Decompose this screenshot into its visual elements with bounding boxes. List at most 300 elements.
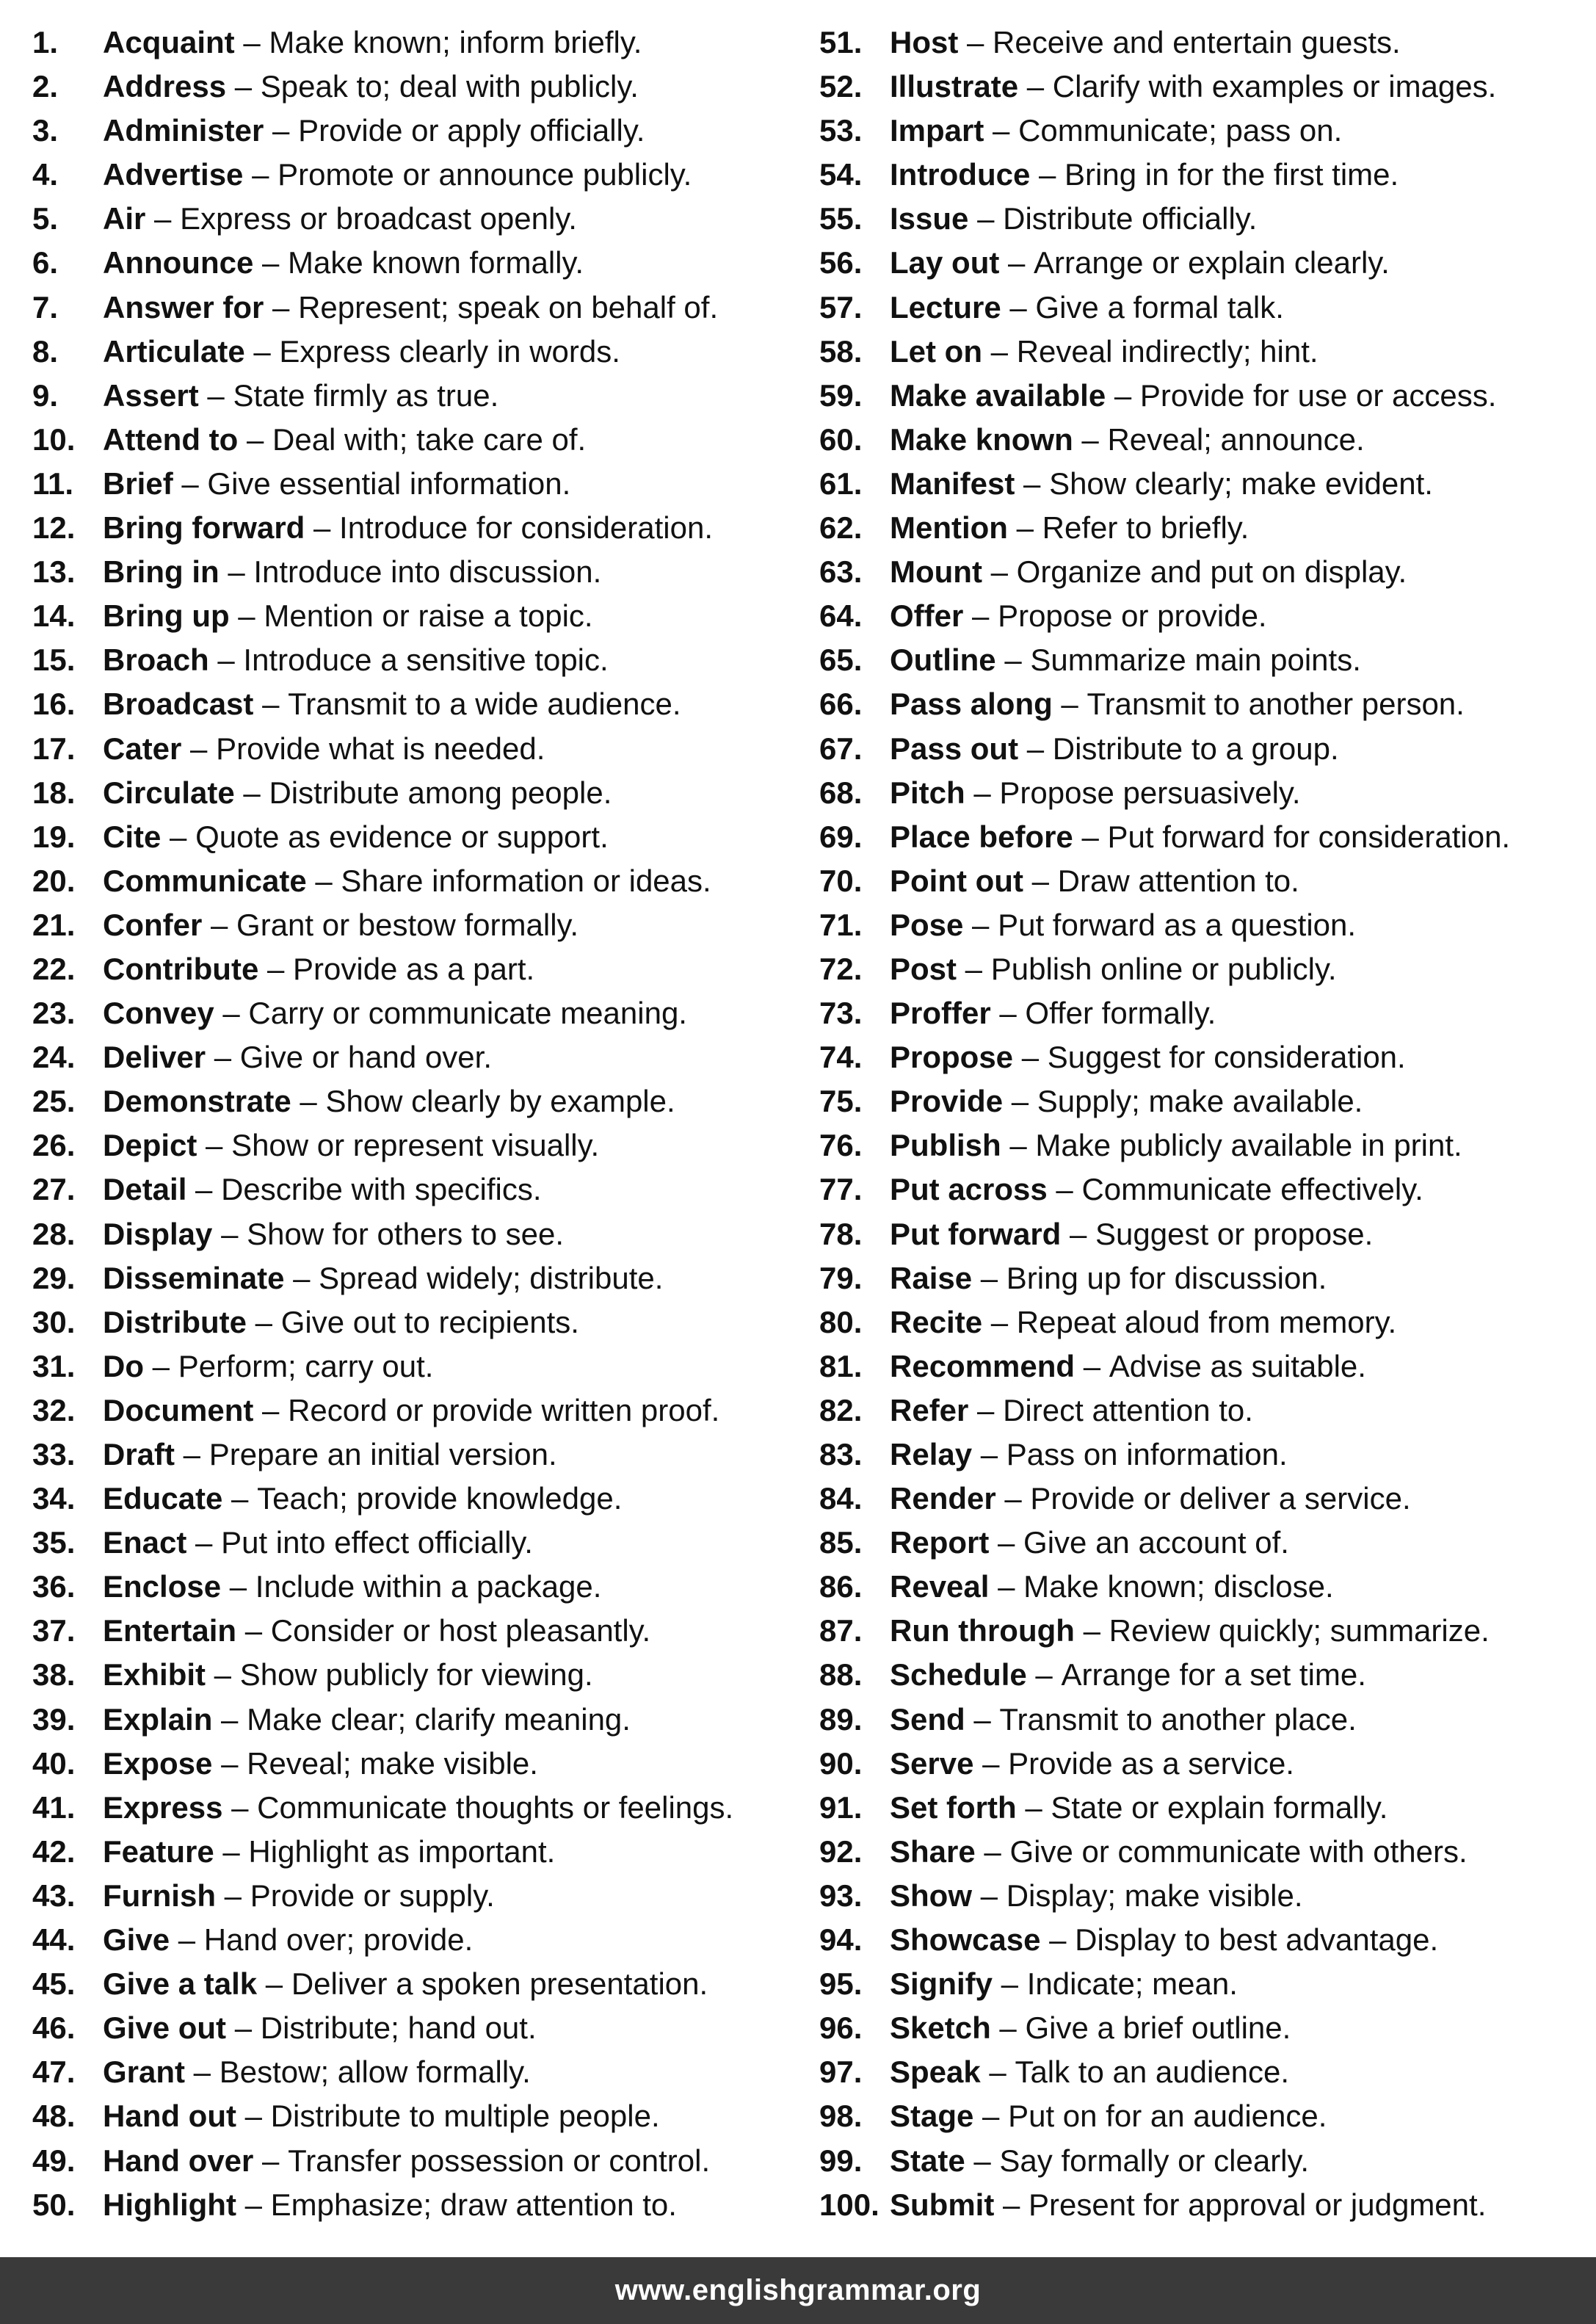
item-number: 55. [819, 201, 863, 236]
item-word: Outline [890, 642, 996, 678]
list-item [819, 286, 1596, 330]
item-definition: Suggest or propose. [1095, 1216, 1374, 1251]
item-number: 29. [32, 1260, 76, 1295]
item-word: Render [890, 1481, 996, 1516]
item-word: Lay out [890, 245, 1000, 280]
item-word: Advertise [103, 157, 244, 192]
list-item [819, 1565, 1596, 1609]
list-item [32, 815, 825, 859]
item-separator: – [989, 1569, 1024, 1604]
item-number: 92. [819, 1834, 863, 1869]
item-separator: – [1026, 1657, 1062, 1693]
list-item [819, 638, 1596, 682]
item-definition: Provide as a part. [293, 951, 535, 986]
list-item [32, 947, 825, 991]
list-item [32, 286, 825, 330]
item-word: Propose [890, 1040, 1014, 1075]
item-word: Answer for [103, 289, 264, 325]
item-separator: – [1001, 289, 1036, 325]
item-definition: Summarize main points. [1030, 642, 1361, 678]
item-definition: Put into effect officially. [221, 1525, 533, 1560]
list-item [819, 1079, 1596, 1123]
list-item [819, 727, 1596, 771]
item-number: 94. [819, 1922, 863, 1958]
item-definition: Organize and put on display. [1016, 554, 1407, 590]
item-number: 56. [819, 245, 863, 280]
item-definition: Emphasize; draw attention to. [270, 2187, 677, 2222]
item-separator: – [291, 1084, 326, 1119]
item-number: 17. [32, 731, 76, 766]
item-word: Air [103, 201, 146, 236]
item-definition: Show clearly; make evident. [1049, 466, 1433, 501]
item-separator: – [973, 2099, 1009, 2134]
item-number: 38. [32, 1657, 76, 1693]
item-definition: Arrange for a set time. [1061, 1657, 1366, 1693]
item-number: 60. [819, 421, 863, 457]
list-item [32, 903, 825, 947]
list-item [32, 1830, 825, 1874]
item-separator: – [214, 1834, 249, 1869]
item-definition: Clarify with examples or images. [1052, 69, 1497, 104]
item-separator: – [1016, 1789, 1051, 1825]
list-item [819, 1521, 1596, 1565]
list-item [32, 21, 825, 65]
list-item [819, 1742, 1596, 1786]
item-definition: Refer to briefly. [1042, 510, 1249, 546]
item-number: 78. [819, 1216, 863, 1251]
item-separator: – [212, 1745, 247, 1781]
item-separator: – [198, 377, 233, 413]
item-number: 8. [32, 333, 59, 369]
item-number: 93. [819, 1878, 863, 1913]
item-number: 24. [32, 1040, 76, 1075]
item-definition: Direct attention to. [1003, 1392, 1253, 1427]
item-definition: Describe with specifics. [221, 1172, 542, 1207]
item-definition: Perform; carry out. [178, 1348, 434, 1383]
item-word: Reveal [890, 1569, 990, 1604]
list-item [32, 1212, 825, 1256]
item-word: Share [890, 1834, 976, 1869]
item-definition: Make known formally. [288, 245, 584, 280]
list-item [819, 2094, 1596, 2138]
item-word: Cater [103, 731, 182, 766]
list-item [32, 2094, 825, 2138]
item-number: 9. [32, 377, 59, 413]
list-item [32, 771, 825, 815]
item-definition: Share information or ideas. [341, 863, 711, 898]
item-word: Explain [103, 1701, 213, 1737]
list-item [819, 1212, 1596, 1256]
item-word: Contribute [103, 951, 259, 986]
item-number: 44. [32, 1922, 76, 1958]
item-word: Articulate [103, 333, 245, 369]
item-word: Give out [103, 2010, 227, 2046]
item-number: 13. [32, 554, 76, 590]
item-number: 5. [32, 201, 59, 236]
item-word: Host [890, 25, 959, 59]
item-number: 91. [819, 1789, 863, 1825]
item-number: 100. [819, 2187, 879, 2222]
footer-url[interactable]: www.englishgrammar.org [614, 2274, 982, 2306]
item-number: 14. [32, 598, 76, 634]
item-separator: – [1073, 421, 1108, 457]
item-separator: – [181, 731, 217, 766]
item-definition: Deal with; take care of. [272, 421, 587, 457]
item-word: Announce [103, 245, 254, 280]
item-definition: Give an account of. [1023, 1525, 1289, 1560]
item-separator: – [982, 554, 1017, 590]
item-separator: – [216, 1878, 250, 1913]
item-word: Mention [890, 510, 1008, 546]
item-number: 48. [32, 2099, 76, 2134]
item-separator: – [244, 333, 280, 369]
item-definition: Put on for an audience. [1008, 2099, 1327, 2134]
item-definition: Distribute among people. [269, 775, 612, 810]
item-definition: Communicate thoughts or feelings. [257, 1789, 734, 1825]
list-item [32, 550, 825, 594]
list-item [819, 991, 1596, 1035]
item-definition: Make known; inform briefly. [269, 25, 642, 59]
item-definition: Offer formally. [1025, 996, 1216, 1031]
item-separator: – [222, 1481, 258, 1516]
item-number: 65. [819, 642, 863, 678]
list-item [819, 1123, 1596, 1168]
item-separator: – [1074, 1613, 1109, 1648]
item-word: Document [103, 1392, 254, 1427]
item-number: 80. [819, 1304, 863, 1339]
item-number: 69. [819, 819, 863, 854]
item-separator: – [306, 863, 341, 898]
item-number: 15. [32, 642, 76, 678]
item-word: Publish [890, 1128, 1001, 1163]
item-separator: – [989, 1525, 1024, 1560]
item-number: 46. [32, 2010, 76, 2046]
list-item [32, 1742, 825, 1786]
item-number: 58. [819, 333, 863, 369]
item-separator: – [1052, 687, 1087, 722]
item-separator: – [1023, 863, 1058, 898]
item-number: 62. [819, 510, 863, 546]
item-word: Put forward [890, 1216, 1062, 1251]
item-definition: Arrange or explain clearly. [1034, 245, 1390, 280]
item-definition: Give or communicate with others. [1009, 1834, 1468, 1869]
item-definition: Make clear; clarify meaning. [247, 1701, 631, 1737]
list-item [32, 241, 825, 285]
item-word: Circulate [103, 775, 235, 810]
item-separator: – [236, 2187, 271, 2222]
item-number: 85. [819, 1525, 863, 1560]
item-word: Deliver [103, 1040, 206, 1075]
list-item [32, 153, 825, 197]
list-item [819, 506, 1596, 550]
item-number: 43. [32, 1878, 76, 1913]
item-separator: – [993, 1966, 1027, 2002]
item-number: 74. [819, 1040, 863, 1075]
list-item [32, 1698, 825, 1742]
list-item [32, 1565, 825, 1609]
item-number: 83. [819, 1437, 863, 1471]
item-definition: Communicate effectively. [1081, 1172, 1423, 1207]
item-word: Report [890, 1525, 990, 1560]
item-word: Give [103, 1922, 170, 1958]
list-item [819, 197, 1596, 241]
item-number: 23. [32, 996, 76, 1031]
list-item [819, 241, 1596, 285]
item-number: 57. [819, 289, 863, 325]
list-item [32, 2050, 825, 2094]
item-number: 16. [32, 687, 76, 722]
item-word: Enclose [103, 1569, 222, 1604]
item-word: Broach [103, 642, 209, 678]
list-item [32, 65, 825, 109]
item-definition: Express clearly in words. [279, 333, 620, 369]
item-definition: Transmit to a wide audience. [288, 687, 681, 722]
list-item [32, 859, 825, 903]
item-separator: – [243, 157, 278, 192]
item-definition: Publish online or publicly. [990, 951, 1337, 986]
item-word: Communicate [103, 863, 307, 898]
item-definition: Deliver a spoken presentation. [291, 1966, 708, 2002]
item-word: Impart [890, 113, 984, 148]
item-number: 37. [32, 1613, 76, 1648]
list-item [32, 1123, 825, 1168]
item-word: Entertain [103, 1613, 237, 1648]
list-item [32, 1389, 825, 1433]
item-word: Assert [103, 377, 199, 413]
item-separator: – [170, 1922, 204, 1958]
item-separator: – [982, 1304, 1017, 1339]
item-word: Address [103, 69, 227, 104]
list-item [32, 1918, 825, 1962]
list-item [819, 1344, 1596, 1389]
list-item [819, 1918, 1596, 1962]
list-item [32, 1521, 825, 1565]
item-definition: State or explain formally. [1051, 1789, 1388, 1825]
right-column [819, 21, 1596, 2227]
item-definition: Review quickly; summarize. [1109, 1613, 1490, 1648]
item-separator: – [975, 1834, 1010, 1869]
list-item [819, 1256, 1596, 1300]
item-word: Attend to [103, 421, 239, 457]
list-item [32, 1433, 825, 1477]
item-separator: – [221, 1569, 255, 1604]
item-number: 53. [819, 113, 863, 148]
item-number: 12. [32, 510, 76, 546]
item-definition: State firmly as true. [233, 377, 499, 413]
item-word: Distribute [103, 1304, 247, 1339]
list-item [819, 330, 1596, 374]
item-separator: – [305, 510, 340, 546]
item-separator: – [264, 113, 299, 148]
left-column [32, 21, 825, 2227]
list-item [32, 2139, 825, 2183]
item-number: 27. [32, 1172, 76, 1207]
list-item [32, 1300, 825, 1344]
item-separator: – [1018, 69, 1053, 104]
list-item [32, 594, 825, 638]
item-number: 89. [819, 1701, 863, 1737]
item-number: 88. [819, 1657, 863, 1693]
item-definition: Mention or raise a topic. [264, 598, 593, 634]
item-separator: – [965, 775, 1000, 810]
item-definition: Represent; speak on behalf of. [298, 289, 719, 325]
item-number: 96. [819, 2010, 863, 2046]
item-separator: – [995, 1481, 1031, 1516]
list-item [819, 21, 1596, 65]
item-definition: Prepare an initial version. [208, 1437, 557, 1471]
item-separator: – [957, 951, 991, 986]
item-separator: – [202, 907, 237, 942]
item-number: 51. [819, 25, 863, 59]
item-word: Send [890, 1701, 965, 1737]
list-item [32, 374, 825, 418]
item-definition: Transfer possession or control. [288, 2143, 711, 2178]
item-separator: – [1003, 1084, 1037, 1119]
item-definition: Put forward as a question. [998, 907, 1357, 942]
item-separator: – [973, 1745, 1009, 1781]
item-definition: Give a formal talk. [1035, 289, 1284, 325]
item-definition: Bring in for the first time. [1064, 157, 1399, 192]
item-separator: – [982, 333, 1017, 369]
item-separator: – [212, 1216, 247, 1251]
item-number: 21. [32, 907, 76, 942]
item-separator: – [185, 2055, 220, 2090]
list-item [819, 815, 1596, 859]
item-separator: – [144, 1348, 178, 1383]
list-item [819, 2139, 1596, 2183]
list-item [819, 1609, 1596, 1653]
item-separator: – [1047, 1172, 1082, 1207]
item-number: 11. [32, 466, 74, 501]
item-separator: – [197, 1128, 232, 1163]
item-word: Hand out [103, 2099, 236, 2134]
item-separator: – [999, 245, 1034, 280]
item-definition: Give essential information. [207, 466, 571, 501]
list-item [819, 2183, 1596, 2227]
item-number: 40. [32, 1745, 76, 1781]
item-number: 33. [32, 1437, 76, 1471]
item-separator: – [238, 421, 272, 457]
list-item [819, 903, 1596, 947]
item-definition: Transmit to another place. [999, 1701, 1357, 1737]
item-word: Administer [103, 113, 264, 148]
item-number: 70. [819, 863, 863, 898]
item-definition: Pass on information. [1006, 1437, 1288, 1471]
item-separator: – [253, 245, 289, 280]
list-item [819, 859, 1596, 903]
item-separator: – [229, 598, 264, 634]
item-word: Enact [103, 1525, 187, 1560]
item-definition: Include within a package. [255, 1569, 602, 1604]
item-word: Display [103, 1216, 213, 1251]
item-separator: – [253, 2143, 289, 2178]
item-number: 64. [819, 598, 863, 634]
item-number: 67. [819, 731, 863, 766]
list-item [32, 991, 825, 1035]
item-word: Exhibit [103, 1657, 206, 1693]
item-definition: Talk to an audience. [1015, 2055, 1290, 2090]
item-definition: Distribute to multiple people. [270, 2099, 660, 2134]
item-definition: Show publicly for viewing. [239, 1657, 593, 1693]
item-definition: Make known; disclose. [1023, 1569, 1334, 1604]
item-separator: – [1001, 1128, 1036, 1163]
item-definition: Provide or deliver a service. [1030, 1481, 1411, 1516]
item-word: Broadcast [103, 687, 254, 722]
item-separator: – [1075, 1348, 1109, 1383]
item-word: Schedule [890, 1657, 1027, 1693]
item-definition: Bring up for discussion. [1006, 1260, 1327, 1295]
item-definition: Give or hand over. [239, 1040, 492, 1075]
item-word: Speak [890, 2055, 981, 2090]
item-separator: – [972, 1260, 1006, 1295]
item-number: 34. [32, 1481, 76, 1516]
item-separator: – [990, 2010, 1026, 2046]
item-separator: – [226, 69, 261, 104]
item-separator: – [212, 1701, 247, 1737]
item-definition: Show or represent visually. [231, 1128, 600, 1163]
item-word: Post [890, 951, 957, 986]
list-item [819, 153, 1596, 197]
item-separator: – [1061, 1216, 1096, 1251]
list-item [819, 1874, 1596, 1918]
list-item [32, 462, 825, 506]
item-definition: Display; make visible. [1006, 1878, 1303, 1913]
item-word: Submit [890, 2187, 995, 2222]
item-definition: Say formally or clearly. [999, 2143, 1310, 2178]
item-definition: Advise as suitable. [1109, 1348, 1366, 1383]
item-number: 42. [32, 1834, 76, 1869]
item-number: 6. [32, 245, 59, 280]
item-word: Refer [890, 1392, 969, 1427]
item-word: Expose [103, 1745, 213, 1781]
item-definition: Display to best advantage. [1075, 1922, 1439, 1958]
item-definition: Supply; make available. [1037, 1084, 1363, 1119]
item-definition: Record or provide written proof. [288, 1392, 720, 1427]
item-word: Bring up [103, 598, 230, 634]
list-item [819, 1698, 1596, 1742]
item-definition: Introduce into discussion. [253, 554, 602, 590]
list-item [819, 374, 1596, 418]
item-number: 25. [32, 1084, 76, 1119]
item-number: 98. [819, 2099, 863, 2134]
list-item [32, 1168, 825, 1212]
item-number: 35. [32, 1525, 76, 1560]
item-number: 86. [819, 1569, 863, 1604]
item-number: 84. [819, 1481, 863, 1516]
item-number: 73. [819, 996, 863, 1031]
item-word: Sketch [890, 2010, 991, 2046]
item-number: 41. [32, 1789, 76, 1825]
item-word: Demonstrate [103, 1084, 291, 1119]
item-separator: – [206, 1040, 240, 1075]
item-definition: Grant or bestow formally. [236, 907, 579, 942]
item-separator: – [1106, 377, 1140, 413]
item-definition: Distribute to a group. [1052, 731, 1339, 766]
list-item [819, 1830, 1596, 1874]
item-definition: Show clearly by example. [325, 1084, 675, 1119]
item-definition: Make publicly available in print. [1035, 1128, 1462, 1163]
item-word: Issue [890, 201, 969, 236]
item-separator: – [995, 642, 1031, 678]
item-word: Point out [890, 863, 1023, 898]
item-definition: Distribute; hand out. [260, 2010, 537, 2046]
item-separator: – [247, 1304, 281, 1339]
list-item [819, 1477, 1596, 1521]
item-word: Do [103, 1348, 144, 1383]
item-definition: Give a brief outline. [1025, 2010, 1291, 2046]
item-word: Provide [890, 1084, 1004, 1119]
item-definition: Communicate; pass on. [1018, 113, 1343, 148]
